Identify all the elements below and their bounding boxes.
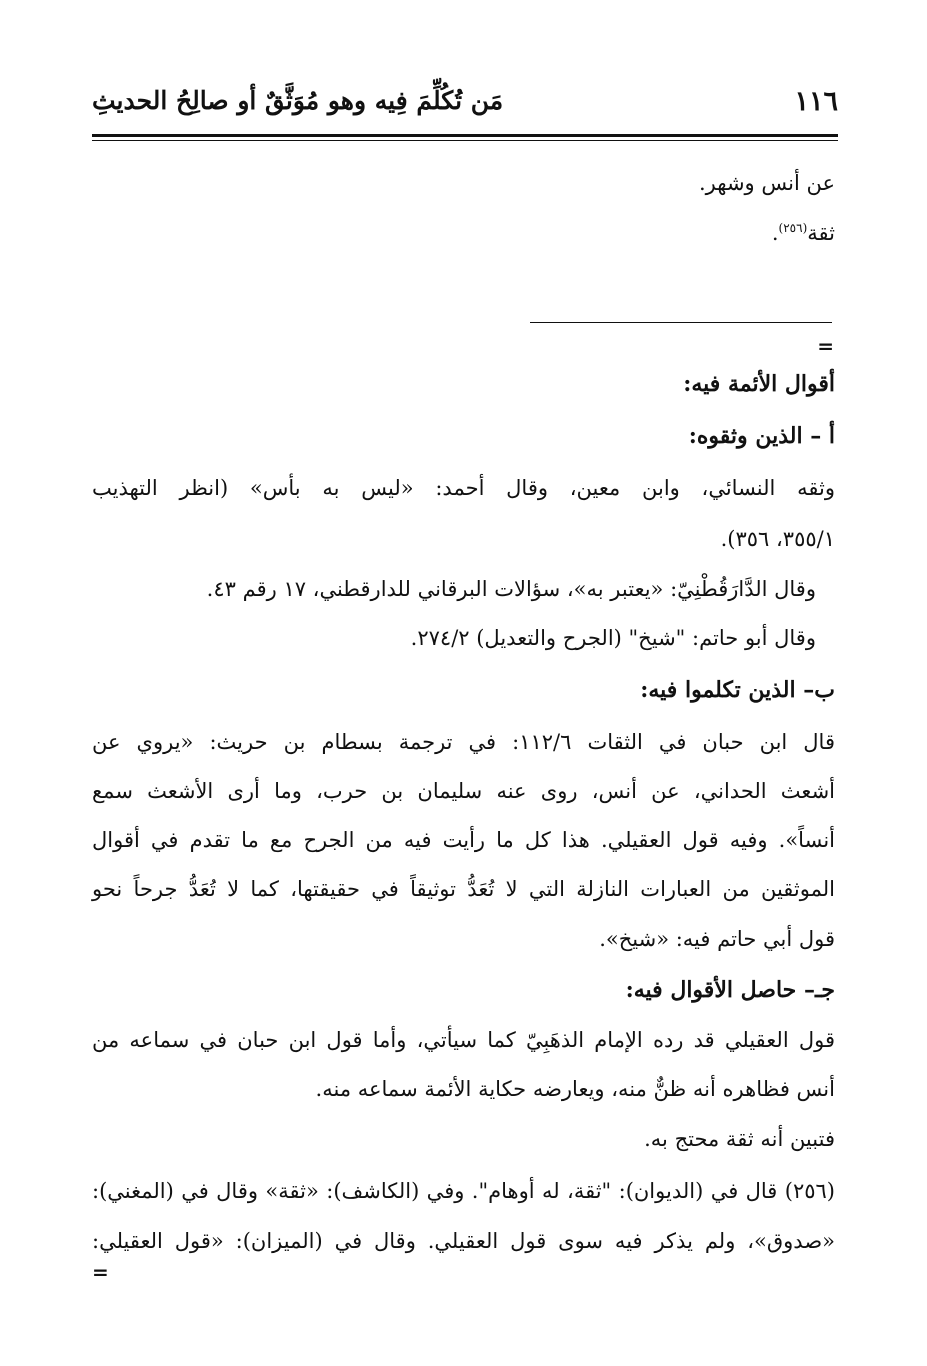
section-b-line-3: أنساً». وفيه قول العقيلي. هذا كل ما رأيت فيه من الجرح مع ما تقدم في أقوال — [92, 828, 835, 852]
section-c-line-3: فتبين أنه ثقة محتج به. — [644, 1127, 835, 1151]
footnote-reference: (٢٥٦) — [778, 221, 808, 235]
continuation-mark-top: = — [817, 334, 834, 358]
running-title: مَن تُكُلِّمَ فِيه وهو مُوَثَّقٌ أو صالِحُ الحديثِ — [92, 86, 504, 115]
running-head — [92, 82, 838, 128]
section-a-line-1: وثقه النسائي، وابن معين، وقال أحمد: «ليس به بأس» (انظر التهذيب — [92, 476, 835, 500]
section-title: أقوال الأئمة فيه: — [683, 371, 835, 397]
section-c-line-1: قول العقيلي قد رده الإمام الذهَبِيّ كما سيأتي، وأما قول ابن حبان في سماعه من — [92, 1028, 835, 1052]
section-b-line-2: أشعث الحداني، عن أنس، روى عنه سليمان بن حرب، وما أرى الأشعث سمع — [92, 779, 835, 803]
section-b-line-4: الموثقين من العبارات النازلة التي لا تُعَدُّ توثيقاً في حقيقتها، كما لا تُعَدُّ جرحاً نحو — [92, 877, 835, 901]
intro-line-1: عن أنس وشهر. — [699, 171, 835, 195]
section-a-heading: أ – الذين وثقوه: — [688, 423, 835, 449]
footnote-line-1: (٢٥٦) قال في (الديوان): "ثقة، له أوهام". وفي (الكاشف): «ثقة» وقال في (المغني): — [92, 1179, 835, 1203]
continuation-mark-bottom: = — [92, 1260, 109, 1284]
header-rule — [92, 134, 838, 137]
section-a-line-3: وقال الدَّارَقُطْنِيّ: «يعتبر به»، سؤالات البرقاني للدارقطني، ١٧ رقم ٤٣. — [206, 577, 816, 601]
intro-line-2 — [772, 222, 835, 245]
section-b-heading: ب– الذين تكلموا فيه: — [640, 677, 835, 703]
header-rule-thin — [92, 140, 838, 141]
intro-text: ثقة — [807, 221, 835, 245]
section-b-line-5: قول أبي حاتم فيه: «شيخ». — [599, 927, 835, 951]
section-b-line-1: قال ابن حبان في الثقات ١١٢/٦: في ترجمة بسطام بن حريث: «يروي عن — [92, 730, 835, 754]
footnote-separator — [530, 322, 832, 323]
footnote-line-2: «صدوق»، ولم يذكر فيه سوى قول العقيلي. وقال في (الميزان): «قول العقيلي: — [92, 1229, 835, 1253]
intro-period: . — [771, 221, 779, 245]
section-c-line-2: أنس فظاهره أنه ظنٌّ منه، ويعارضه حكاية الأئمة سماعه منه. — [315, 1077, 835, 1101]
section-a-line-4: وقال أبو حاتم: "شيخ" (الجرح والتعديل) ٢٧٤/٢. — [410, 626, 816, 650]
page-number: ١١٦ — [794, 86, 838, 117]
section-a-line-2: ٣٥٥/١، ٣٥٦). — [720, 527, 835, 551]
section-c-heading: جـ– حاصل الأقوال فيه: — [625, 977, 835, 1003]
